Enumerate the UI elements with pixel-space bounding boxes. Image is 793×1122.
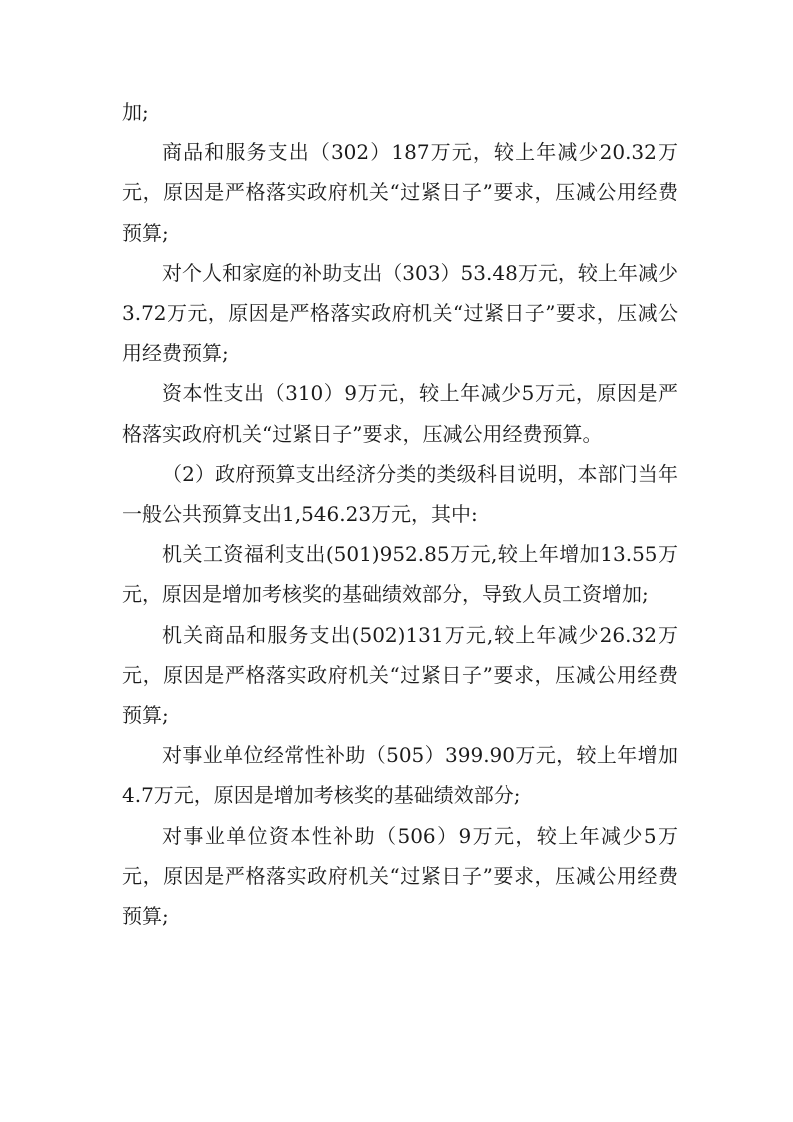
paragraph-section-2-intro: （2）政府预算支出经济分类的类级科目说明，本部门当年一般公共预算支出1,546.23万元，其中: — [122, 461, 678, 527]
document-body — [122, 92, 678, 936]
paragraph-506-institution-capital-subsidy: 对事业单位资本性补助（506）9万元，较上年减少5万元，原因是严格落实政府机关“过紧日子”要求，压减公用经费预算; — [122, 823, 678, 929]
paragraph-501-agency-wages: 机关工资福利支出(501)952.85万元,较上年增加13.55万元，原因是增加考核奖的基础绩效部分，导致人员工资增加; — [122, 542, 678, 607]
paragraph-303-household-subsidy: 对个人和家庭的补助支出（303）53.48万元，较上年减少3.72万元，原因是严格落实政府机关“过紧日子”要求，压减公用经费预算; — [122, 260, 678, 366]
paragraph-302-goods-services: 商品和服务支出（302）187万元，较上年减少20.32万元，原因是严格落实政府机关“过紧日子”要求，压减公用经费预算; — [122, 140, 678, 245]
paragraph-502-agency-goods-services: 机关商品和服务支出(502)131万元,较上年减少26.32万元，原因是严格落实政府机关“过紧日子”要求，压减公用经费预算; — [122, 622, 678, 728]
paragraph-310-capital-expenditure: 资本性支出（310）9万元，较上年减少5万元，原因是严格落实政府机关“过紧日子”要求，压减公用经费预算。 — [122, 381, 678, 446]
paragraph-continuation: 加; — [122, 100, 149, 124]
paragraph-505-institution-recurring-subsidy: 对事业单位经常性补助（505）399.90万元，较上年增加4.7万元，原因是增加考核奖的基础绩效部分; — [122, 743, 678, 808]
